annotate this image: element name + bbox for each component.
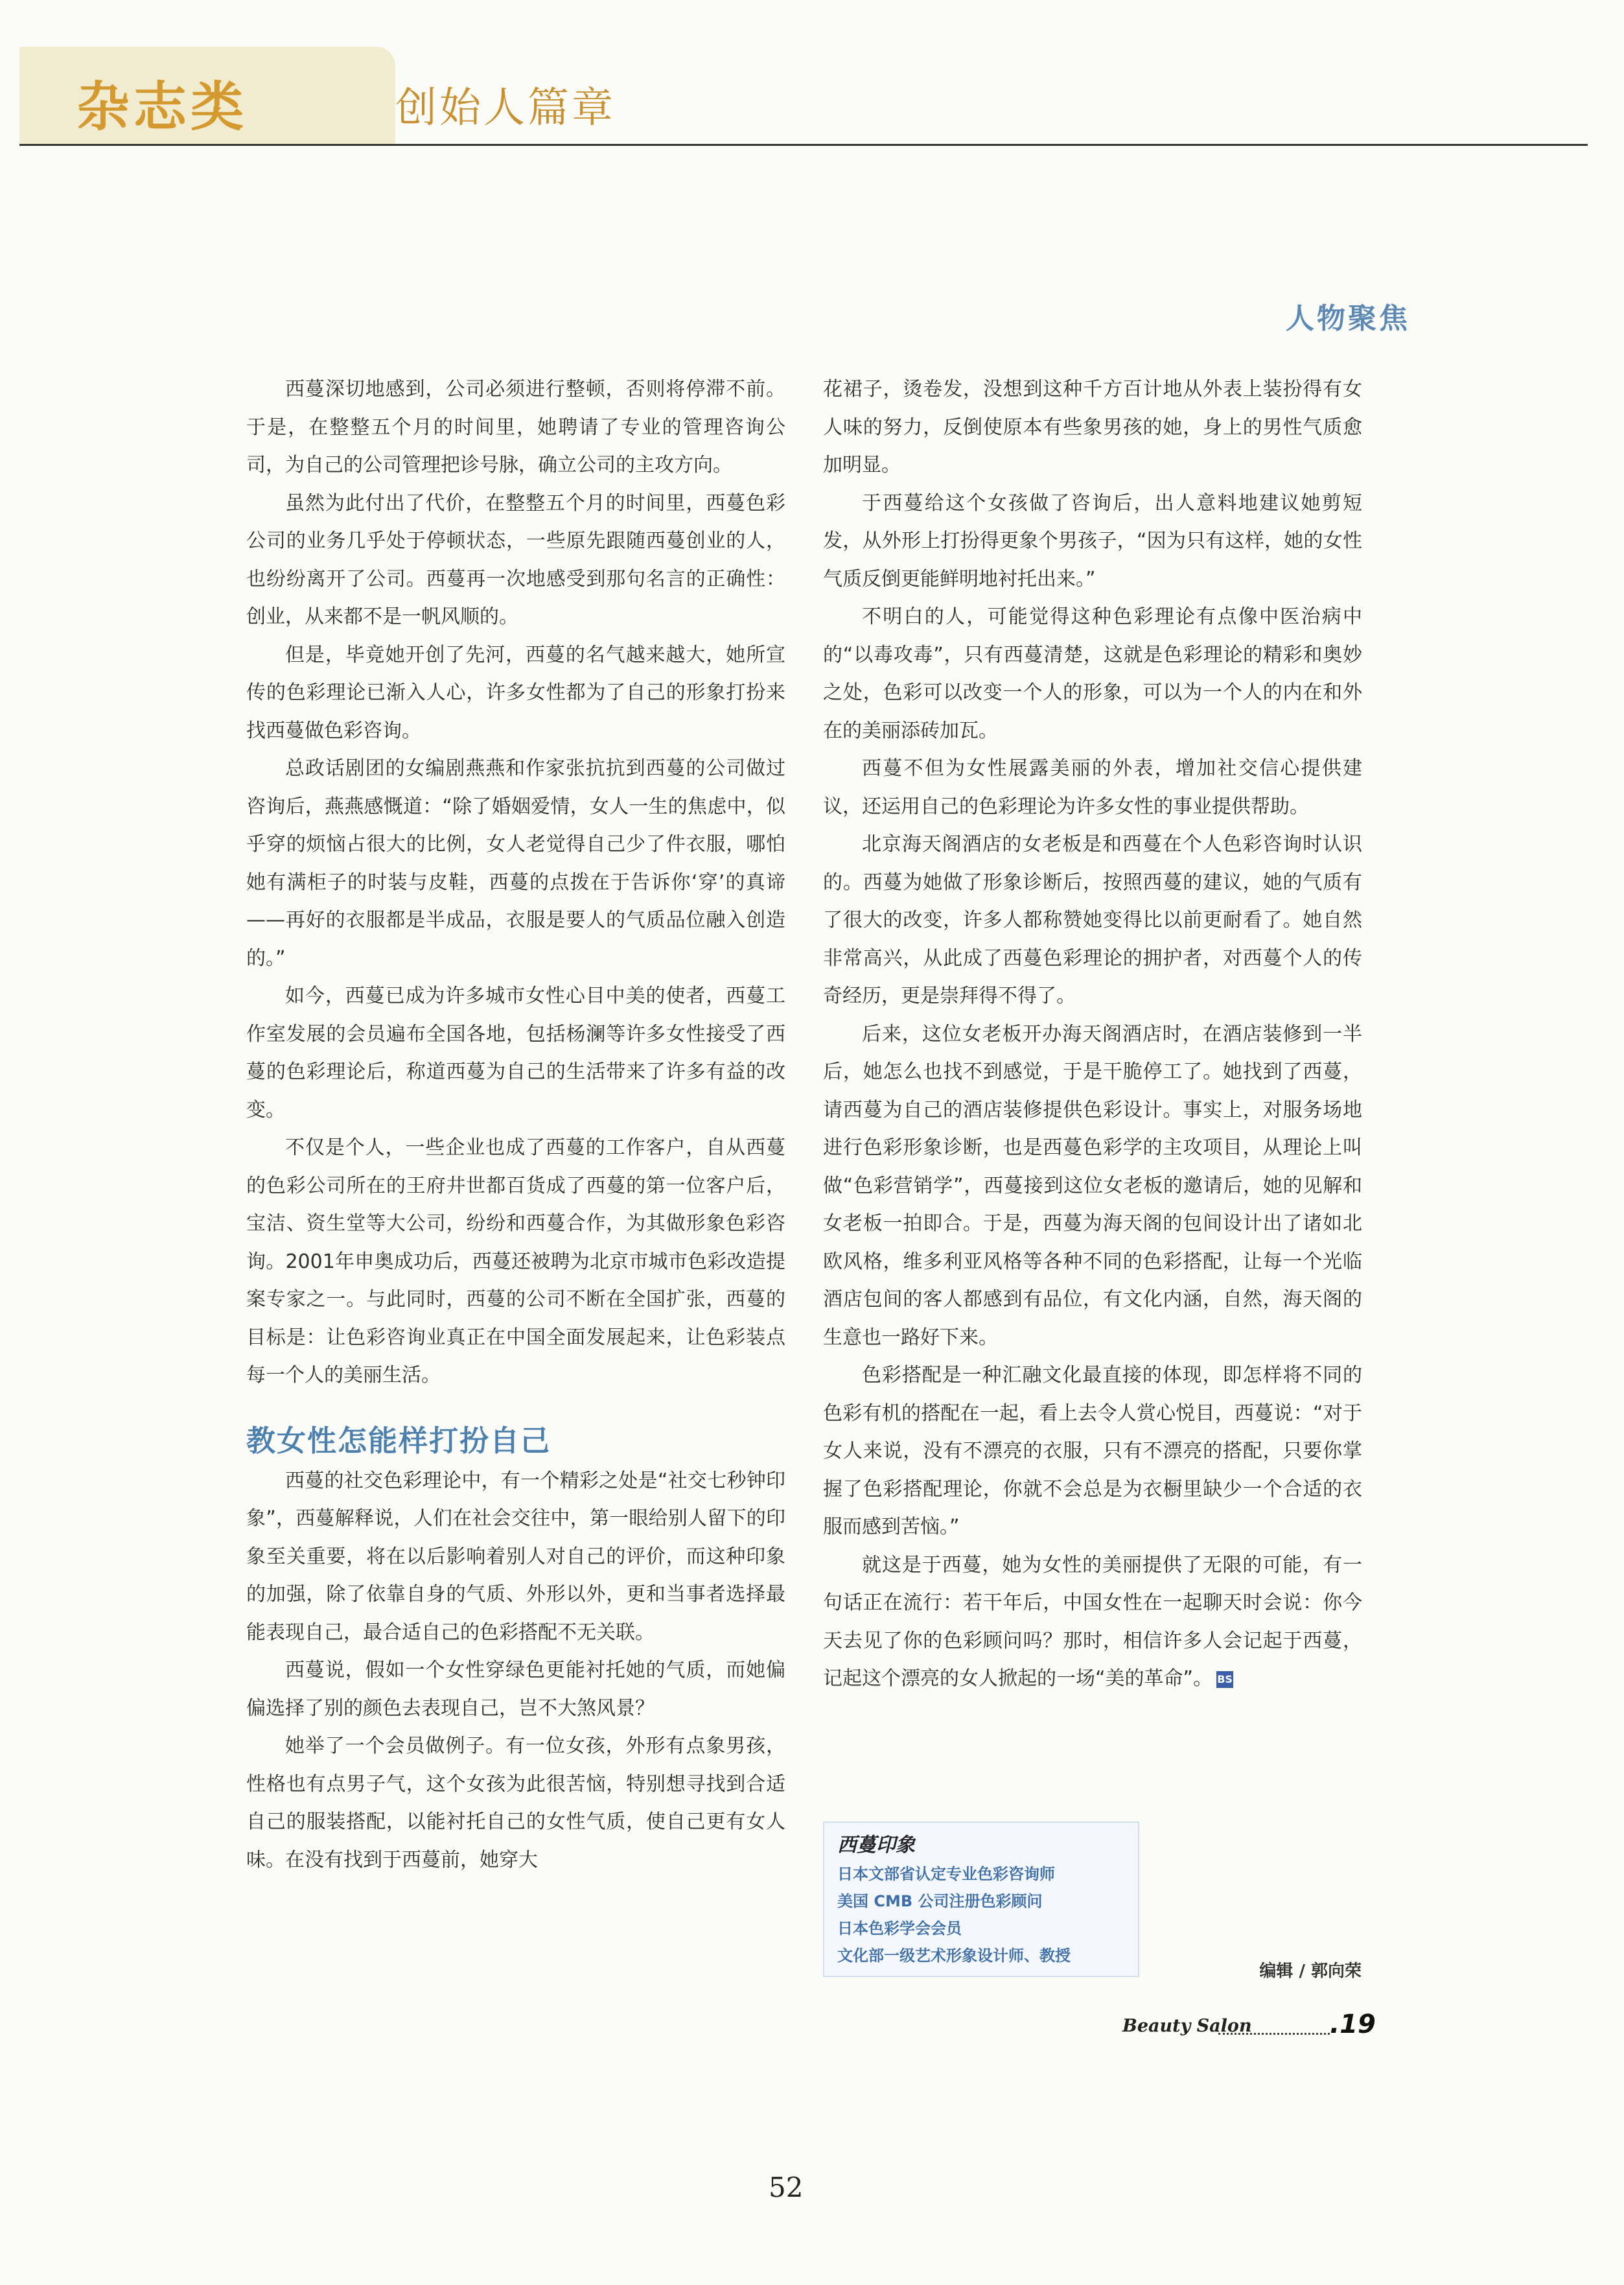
footer-leader-dots bbox=[1218, 2033, 1330, 2035]
paragraph: 如今，西蔓已成为许多城市女性心目中美的使者，西蔓工作室发展的会员遍布全国各地，包括杨澜等许多女性接受了西蔓的色彩理论后，称道西蔓为自己的生活带来了许多有益的改变。 bbox=[246, 985, 785, 1121]
profile-sidebar bbox=[823, 1822, 1139, 1977]
paragraph: 色彩搭配是一种汇融文化最直接的体现，即怎样将不同的色彩有机的搭配在一起，看上去令人赏心悦目，西蔓说：“对于女人来说，没有不漂亮的衣服，只有不漂亮的搭配，只要你掌握了色彩搭配理论，你就不会总是为衣橱里缺少一个合适的衣服而感到苦恼。” bbox=[823, 1364, 1362, 1538]
page-number: 52 bbox=[769, 2172, 804, 2203]
editor-credit: 编辑 / 郭向荣 bbox=[1259, 1962, 1362, 1981]
paragraph: 西蔓深切地感到，公司必须进行整顿，否则将停滞不前。于是，在整整五个月的时间里，她聘请了专业的管理咨询公司，为自己的公司管理把诊号脉，确立公司的主攻方向。 bbox=[246, 378, 785, 476]
folio-number: .19 bbox=[1330, 2010, 1376, 2039]
paragraph: 但是，毕竟她开创了先河，西蔓的名气越来越大，她所宣传的色彩理论已渐入人心，许多女性都为了自己的形象打扮来找西蔓做色彩咨询。 bbox=[246, 643, 785, 742]
header-divider bbox=[19, 144, 1588, 146]
sidebar-item: 日本色彩学会会员 bbox=[837, 1919, 962, 1938]
paragraph: 西蔓说，假如一个女性穿绿色更能衬托她的气质，而她偏偏选择了别的颜色去表现自己，岂不大煞风景？ bbox=[246, 1659, 785, 1720]
paragraph: 后来，这位女老板开办海天阁酒店时，在酒店装修到一半后，她怎么也找不到感觉，于是干脆停工了。她找到了西蔓，请西蔓为自己的酒店装修提供色彩设计。事实上，对服务场地进行色彩形象诊断，也是西蔓色彩学的主攻项目，从理论上叫做“色彩营销学”，西蔓接到这位女老板的邀请后，她的见解和女老板一拍即合。于是，西蔓为海天阁的包间设计出了诸如北欧风格，维多利亚风格等各种不同的色彩搭配，让每一个光临酒店包间的客人都感到有品位，有文化内涵，自然，海天阁的生意也一路好下来。 bbox=[823, 1022, 1362, 1349]
category-label: 杂志类 bbox=[76, 76, 248, 138]
article-column-right bbox=[823, 371, 1362, 1698]
sidebar-item: 美国 CMB 公司注册色彩顾问 bbox=[837, 1892, 1043, 1910]
magazine-name: Beauty Salon bbox=[1122, 2016, 1252, 2036]
end-mark-icon: BS bbox=[1216, 1671, 1233, 1688]
sidebar-item: 文化部一级艺术形象设计师、教授 bbox=[837, 1947, 1071, 1965]
section-subheading: 教女性怎能样打扮自己 bbox=[246, 1423, 551, 1458]
paragraph: 不仅是个人，一些企业也成了西蔓的工作客户，自从西蔓的色彩公司所在的王府井世都百货成了西蔓的第一位客户后，宝洁、资生堂等大公司，纷纷和西蔓合作，为其做形象色彩咨询。2001年申奥成功后，西蔓还被聘为北京市城市色彩改造提案专家之一。与此同时，西蔓的公司不断在全国扩张，西蔓的目标是：让色彩咨询业真正在中国全面发展起来，让色彩装点每一个人的美丽生活。 bbox=[246, 1136, 785, 1387]
paragraph: 于西蔓给这个女孩做了咨询后，出人意料地建议她剪短发，从外形上打扮得更象个男孩子，“因为只有这样，她的女性气质反倒更能鲜明地衬托出来。” bbox=[823, 491, 1362, 591]
section-title: 创始人篇章 bbox=[395, 84, 616, 132]
paragraph: 她举了一个会员做例子。有一位女孩，外形有点象男孩，性格也有点男子气，这个女孩为此很苦恼，特别想寻找到合适自己的服装搭配，以能衬托自己的女性气质，使自己更有女人味。在没有找到于西蔓前，她穿大 bbox=[246, 1735, 785, 1871]
folio-value: 19 bbox=[1340, 2010, 1376, 2039]
final-paragraph bbox=[823, 1547, 1362, 1698]
article-column-left bbox=[246, 371, 785, 1879]
paragraph: 不明白的人，可能觉得这种色彩理论有点像中医治病中的“以毒攻毒”，只有西蔓清楚，这就是色彩理论的精彩和奥妙之处，色彩可以改变一个人的形象，可以为一个人的内在和外在的美丽添砖加瓦。 bbox=[823, 605, 1362, 742]
sidebar-item: 日本文部省认定专业色彩咨询师 bbox=[837, 1865, 1055, 1883]
paragraph: 总政话剧团的女编剧燕燕和作家张抗抗到西蔓的公司做过咨询后，燕燕感慨道：“除了婚姻爱情，女人一生的焦虑中，似乎穿的烦恼占很大的比例，女人老觉得自己少了件衣服，哪怕她有满柜子的时装与皮鞋，西蔓的点拨在于告诉你‘穿’的真谛——再好的衣服都是半成品，衣服是要人的气质品位融入创造的。” bbox=[246, 757, 785, 970]
kicker-label: 人物聚焦 bbox=[1286, 302, 1410, 335]
sidebar-title: 西蔓印象 bbox=[837, 1834, 915, 1857]
paragraph: 北京海天阁酒店的女老板是和西蔓在个人色彩咨询时认识的。西蔓为她做了形象诊断后，按照西蔓的建议，她的气质有了很大的改变，许多人都称赞她变得比以前更耐看了。她自然非常高兴，从此成了西蔓色彩理论的拥护者，对西蔓个人的传奇经历，更是崇拜得不得了。 bbox=[823, 833, 1362, 1007]
paragraph: 西蔓不但为女性展露美丽的外表，增加社交信心提供建议，还运用自己的色彩理论为许多女性的事业提供帮助。 bbox=[823, 757, 1362, 818]
paragraph: 虽然为此付出了代价，在整整五个月的时间里，西蔓色彩公司的业务几乎处于停顿状态，一些原先跟随西蔓创业的人，也纷纷离开了公司。西蔓再一次地感受到那句名言的正确性：创业，从来都不是一帆风顺的。 bbox=[246, 491, 785, 628]
paragraph-continued: 花裙子，烫卷发，没想到这种千方百计地从外表上装扮得有女人味的努力，反倒使原本有些象男孩的她，身上的男性气质愈加明显。 bbox=[823, 378, 1362, 476]
final-paragraph-text: 就这是于西蔓，她为女性的美丽提供了无限的可能，有一句话正在流行：若干年后，中国女性在一起聊天时会说：你今天去见了你的色彩顾问吗？那时，相信许多人会记起于西蔓，记起这个漂亮的女人掀起的一场“美的革命”。 bbox=[823, 1553, 1362, 1690]
paragraph: 西蔓的社交色彩理论中，有一个精彩之处是“社交七秒钟印象”，西蔓解释说，人们在社会交往中，第一眼给别人留下的印象至关重要，将在以后影响着别人对自己的评价，而这种印象的加强，除了依靠自身的气质、外形以外，更和当事者选择最能表现自己，最合适自己的色彩搭配不无关联。 bbox=[246, 1469, 785, 1644]
